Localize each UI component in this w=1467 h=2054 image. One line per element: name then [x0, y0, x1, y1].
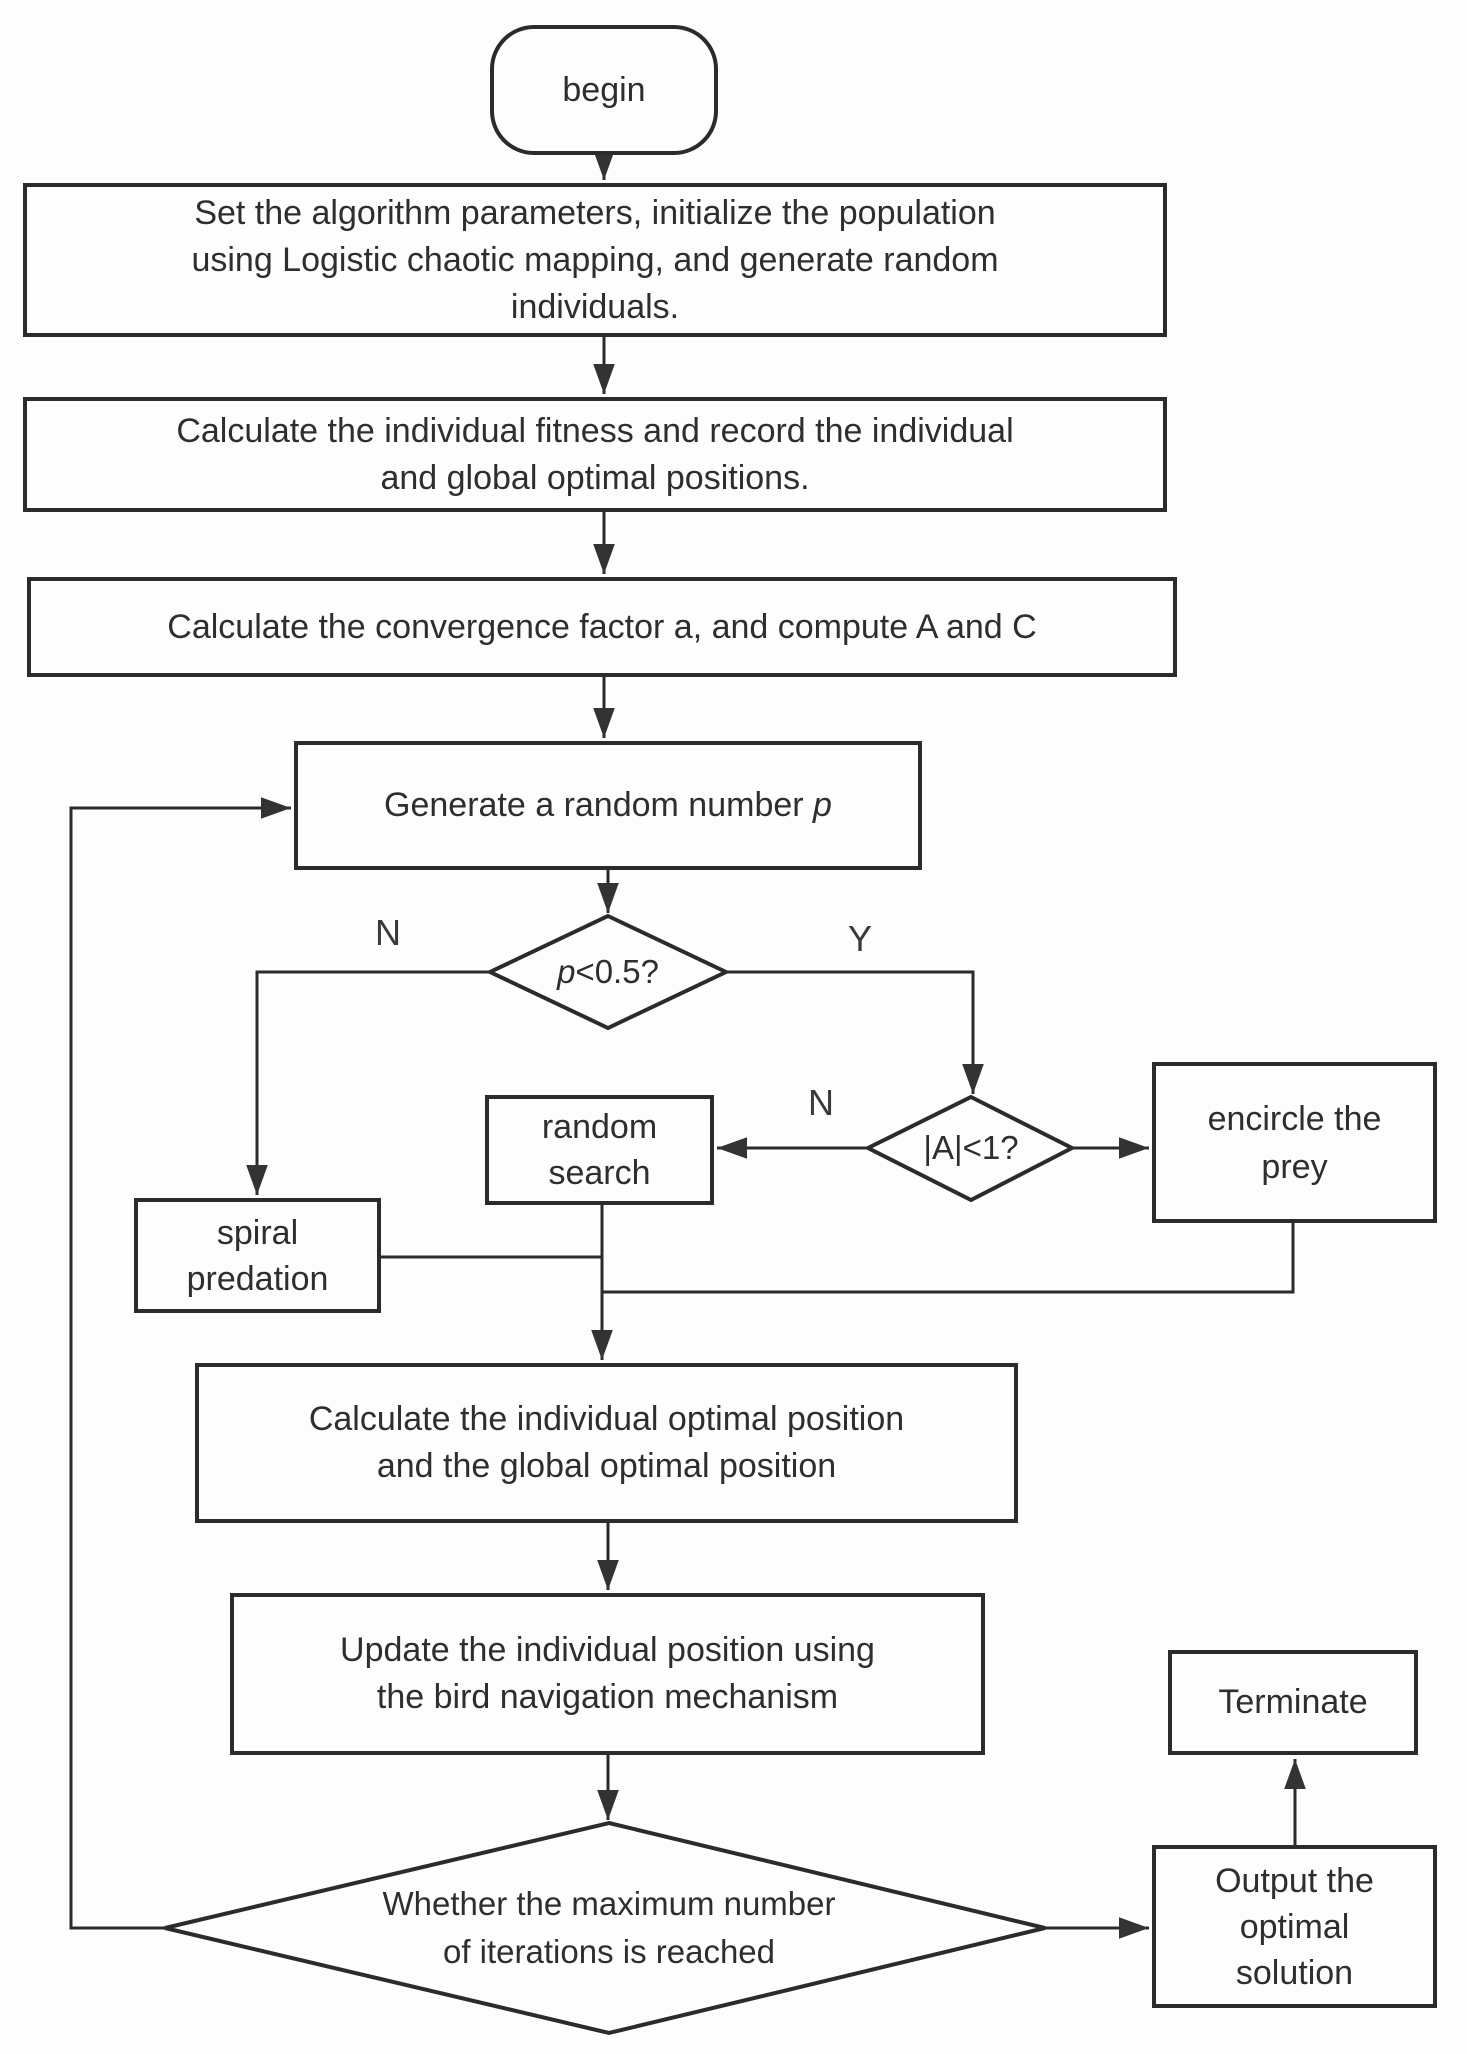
decision-iterations-line2: of iterations is reached [442, 1933, 775, 1970]
decision-p-label: p<0.5? [557, 953, 659, 990]
branch-label-a-no: N [808, 1082, 834, 1123]
process-calc-optimal-line1: Calculate the individual optimal position [308, 1400, 905, 1438]
edge-encircle-merge [602, 1223, 1293, 1292]
branch-label-p-no: N [375, 912, 401, 953]
process-encircle-prey [1152, 1062, 1437, 1223]
begin-terminal [490, 25, 718, 155]
process-spiral-predation [134, 1198, 381, 1313]
process-terminate-label: Terminate [1218, 1683, 1368, 1721]
process-spiral-predation-line2: predation [186, 1259, 329, 1298]
decision-iterations-label [259, 1878, 959, 1978]
branch-label-p-yes: Y [848, 918, 873, 959]
process-output-line2: optimal [1239, 1907, 1350, 1946]
process-update-position [230, 1593, 985, 1755]
process-fitness-line1: Calculate the individual fitness and record the individual [176, 411, 1014, 450]
process-calc-optimal-line2: and the global optimal position [376, 1447, 837, 1485]
process-update-position-line1: Update the individual position using [340, 1631, 875, 1669]
process-spiral-predation-line1: spiral [216, 1213, 299, 1252]
process-encircle-prey-line2: prey [1261, 1147, 1328, 1186]
edge-p-yes [712, 972, 973, 1094]
process-init-line1: Set the algorithm parameters, initialize the population [194, 193, 996, 232]
process-output-line3: solution [1235, 1953, 1354, 1992]
process-init-line3: individuals. [510, 287, 680, 326]
decision-iterations-line1: Whether the maximum number [382, 1885, 836, 1922]
process-calc-optimal [195, 1363, 1018, 1523]
process-update-position-line2: the bird navigation mechanism [376, 1678, 839, 1716]
process-encircle-prey-line1: encircle the [1207, 1099, 1382, 1138]
begin-label: begin [562, 70, 646, 109]
process-convergence [27, 577, 1177, 677]
process-init [23, 183, 1167, 337]
process-output-line1: Output the [1215, 1861, 1374, 1900]
edge-p-no [257, 972, 490, 1195]
process-generate-p [294, 741, 922, 870]
process-fitness [23, 397, 1167, 512]
process-output [1152, 1845, 1437, 2008]
process-init-line2: using Logistic chaotic mapping, and generate random [191, 240, 999, 279]
process-random-search-line1: random [541, 1108, 658, 1146]
process-random-search [485, 1095, 714, 1205]
process-fitness-line2: and global optimal positions. [380, 458, 810, 497]
process-convergence-line1: Calculate the convergence factor a, and compute A and C [167, 607, 1037, 646]
decision-a-label: |A|<1? [923, 1129, 1019, 1166]
process-generate-p-label: Generate a random number p [384, 786, 832, 824]
process-random-search-line2: search [548, 1154, 651, 1192]
process-terminate [1168, 1650, 1418, 1755]
